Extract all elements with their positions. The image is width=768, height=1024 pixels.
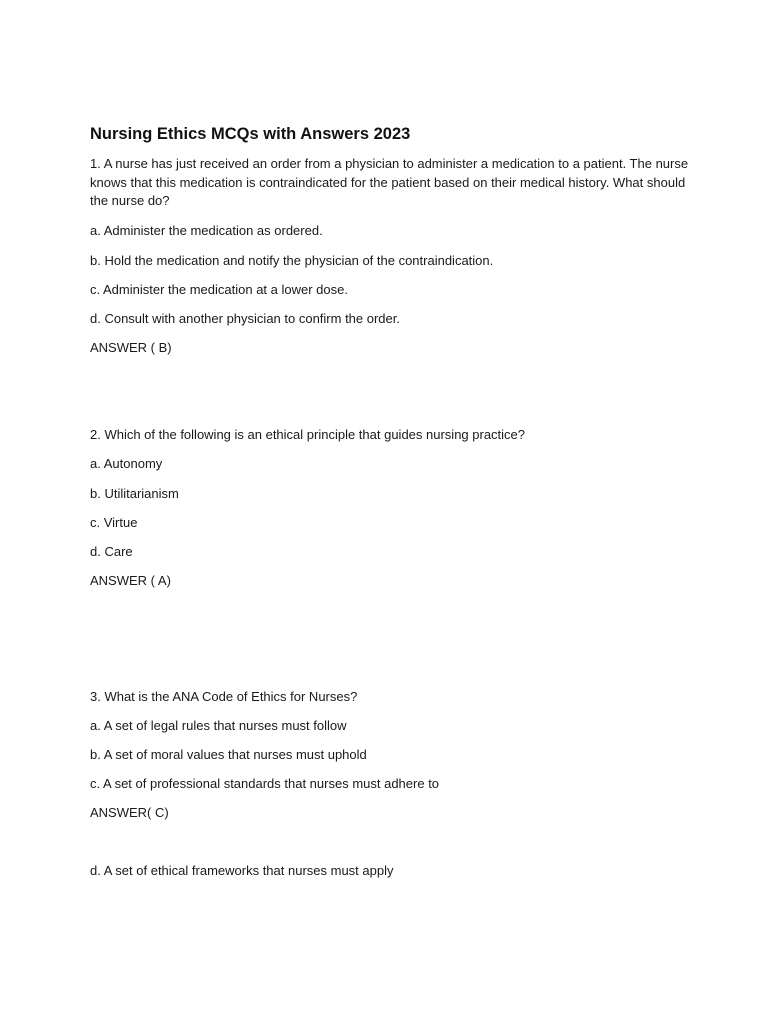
question-3-option-a: a. A set of legal rules that nurses must follow xyxy=(90,718,347,733)
question-2-option-c: c. Virtue xyxy=(90,515,138,530)
question-3-option-c: c. A set of professional standards that nurses must adhere to xyxy=(90,776,440,791)
question-2-option-d: d. Care xyxy=(90,544,133,559)
question-1-option-c: c. Administer the medication at a lower dose. xyxy=(90,282,348,297)
question-2-option-b: b. Utilitarianism xyxy=(90,486,179,501)
question-3-option-b: b. A set of moral values that nurses must uphold xyxy=(90,747,367,762)
question-1-option-b: b. Hold the medication and notify the physician of the contraindication. xyxy=(90,253,494,268)
question-2-option-a: a. Autonomy xyxy=(90,456,163,471)
question-2-stem: 2. Which of the following is an ethical principle that guides nursing practice? xyxy=(90,427,526,442)
question-3-stem: 3. What is the ANA Code of Ethics for Nurses? xyxy=(90,689,358,704)
question-3-answer: ANSWER( C) xyxy=(90,805,169,820)
question-1-option-a: a. Administer the medication as ordered. xyxy=(90,223,323,238)
question-2-answer: ANSWER ( A) xyxy=(90,573,171,588)
question-1-option-d: d. Consult with another physician to confirm the order. xyxy=(90,311,400,326)
document-title: Nursing Ethics MCQs with Answers 2023 xyxy=(90,125,411,143)
question-1-stem: 1. A nurse has just received an order from a physician to administer a medication to a patient. The nurse knows that this medication is contraindicated for the patient based on their medical history. What should the nurse do? xyxy=(90,156,689,208)
question-3-option-d: d. A set of ethical frameworks that nurses must apply xyxy=(90,863,394,878)
question-1-answer: ANSWER ( B) xyxy=(90,340,172,355)
